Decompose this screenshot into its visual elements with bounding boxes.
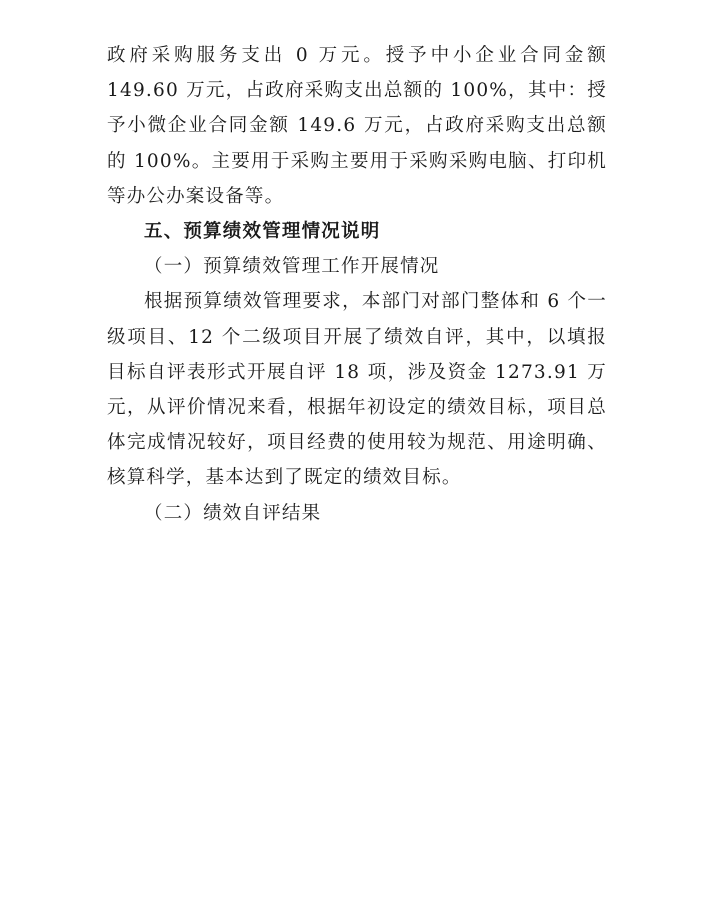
section-5-heading: 五、预算绩效管理情况说明 [144, 221, 381, 243]
performance-paragraph: 根据预算绩效管理要求，本部门对部门整体和 6 个一级项目、12 个二级项目开展了绩效自评，其中，以填报目标自评表形式开展自评 18 项，涉及资金 1273.91 万元，从评价情况来看，根据年初设定的绩效目标，项目总体完成情况较好，项目经费的使用较为规范、用途明确、核算科学，基本达到了既定的绩效目标。 [107, 291, 607, 489]
subsection-1-heading: （一）预算绩效管理工作开展情况 [144, 256, 440, 278]
document-body [107, 38, 607, 531]
procurement-paragraph: 政府采购服务支出 0 万元。授予中小企业合同金额 149.60 万元，占政府采购支出总额的 100%，其中：授予小微企业合同金额 149.6 万元，占政府采购支出总额的 100%。主要用于采购主要用于采购采购电脑、打印机等办公办案设备等。 [107, 45, 607, 207]
subsection-2-heading: （二）绩效自评结果 [144, 502, 322, 524]
